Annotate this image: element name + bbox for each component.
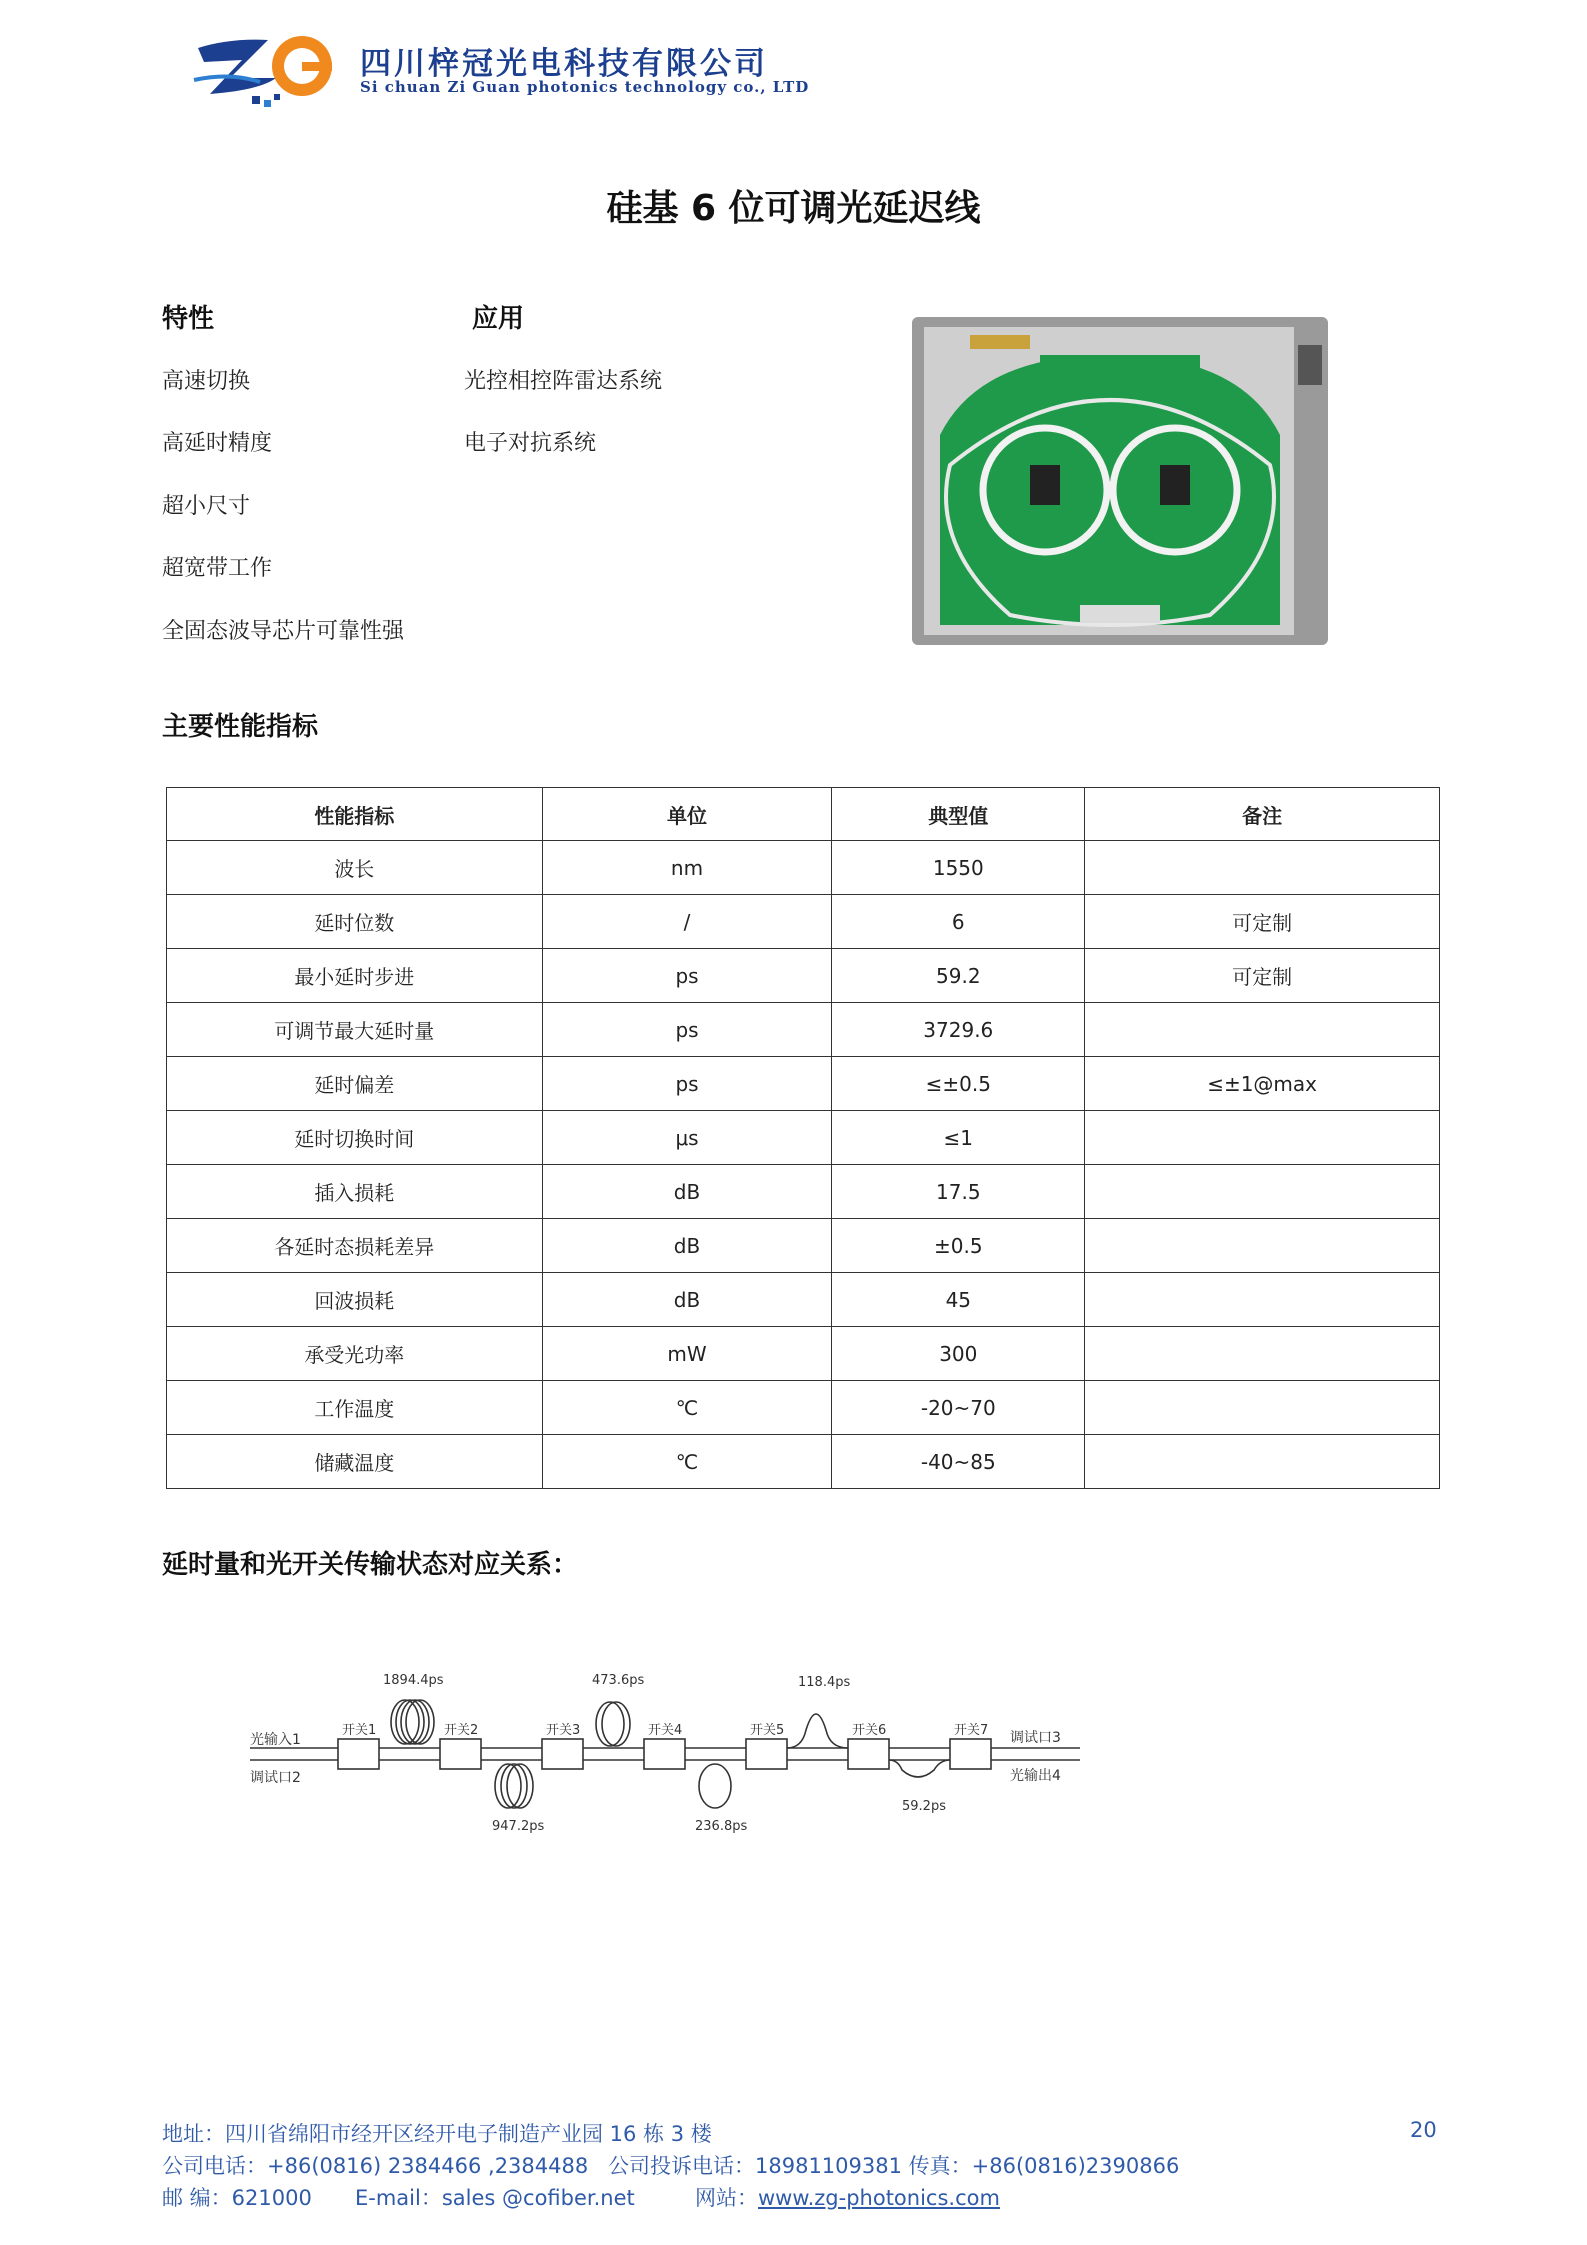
spec-unit: ps <box>542 1003 832 1057</box>
spec-note <box>1085 1003 1440 1057</box>
output-port-label: 光输出4 <box>1010 1768 1061 1784</box>
feature-item: 超宽带工作 <box>162 556 273 581</box>
spec-note <box>1085 1327 1440 1381</box>
delay-label: 473.6ps <box>592 1673 645 1688</box>
application-item: 电子对抗系统 <box>464 431 597 456</box>
table-row <box>167 949 1440 1003</box>
spec-value: ±0.5 <box>832 1219 1085 1273</box>
spec-note <box>1085 1273 1440 1327</box>
spec-parameter: 波长 <box>167 841 543 895</box>
spec-parameter: 承受光功率 <box>167 1327 543 1381</box>
column-header: 单位 <box>542 788 832 841</box>
switch-label: 开关3 <box>546 1723 581 1738</box>
spec-note <box>1085 1165 1440 1219</box>
spec-unit: / <box>542 895 832 949</box>
spec-value: 45 <box>832 1273 1085 1327</box>
spec-value: 3729.6 <box>832 1003 1085 1057</box>
spec-parameter: 各延时态损耗差异 <box>167 1219 543 1273</box>
delay-line-diagram <box>250 1660 1090 1840</box>
debug-port-3-label: 调试口3 <box>1010 1730 1061 1746</box>
spec-parameter: 储藏温度 <box>167 1435 543 1489</box>
spec-note <box>1085 841 1440 895</box>
spec-unit: dB <box>542 1219 832 1273</box>
spec-unit: μs <box>542 1111 832 1165</box>
spec-value: ≤1 <box>832 1111 1085 1165</box>
feature-item: 高速切换 <box>162 369 251 394</box>
switch-label: 开关6 <box>852 1723 887 1738</box>
footer-website <box>695 2182 1000 2212</box>
website-label: 网站： <box>695 2186 758 2210</box>
features-heading: 特性 <box>162 304 215 334</box>
spec-unit: ps <box>542 1057 832 1111</box>
company-name-en: Si chuan Zi Guan photonics technology co., LTD <box>360 78 810 96</box>
spec-unit: dB <box>542 1273 832 1327</box>
spec-parameter: 工作温度 <box>167 1381 543 1435</box>
website-link[interactable]: www.zg-photonics.com <box>758 2186 1000 2210</box>
column-header: 典型值 <box>832 788 1085 841</box>
spec-note <box>1085 1381 1440 1435</box>
table-row <box>167 1381 1440 1435</box>
company-name-cn: 四川梓冠光电科技有限公司 <box>360 46 768 82</box>
feature-item: 全固态波导芯片可靠性强 <box>162 619 405 644</box>
spec-note: ≤±1@max <box>1085 1057 1440 1111</box>
switch-label: 开关2 <box>444 1723 479 1738</box>
spec-value: 59.2 <box>832 949 1085 1003</box>
column-header: 备注 <box>1085 788 1440 841</box>
footer-address: 地址：四川省绵阳市经开区经开电子制造产业园 16 栋 3 楼 <box>162 2122 712 2146</box>
spec-parameter: 可调节最大延时量 <box>167 1003 543 1057</box>
spec-value: 1550 <box>832 841 1085 895</box>
spec-value: 6 <box>832 895 1085 949</box>
switch-label: 开关4 <box>648 1723 683 1738</box>
table-header-row <box>167 788 1440 841</box>
spec-table <box>166 787 1440 1489</box>
spec-unit: nm <box>542 841 832 895</box>
delay-label: 947.2ps <box>492 1819 545 1834</box>
product-photo <box>910 315 1330 647</box>
spec-unit: dB <box>542 1165 832 1219</box>
debug-port-2-label: 调试口2 <box>250 1770 301 1786</box>
spec-heading: 主要性能指标 <box>162 712 319 742</box>
spec-parameter: 回波损耗 <box>167 1273 543 1327</box>
input-port-label: 光输入1 <box>250 1732 301 1748</box>
spec-note <box>1085 1435 1440 1489</box>
delay-label: 236.8ps <box>695 1819 748 1834</box>
spec-value: 17.5 <box>832 1165 1085 1219</box>
delay-label: 1894.4ps <box>383 1673 444 1688</box>
footer-phone: 公司电话：+86(0816) 2384466 ,2384488 <box>162 2154 589 2178</box>
table-row <box>167 841 1440 895</box>
footer-complaint-fax: 公司投诉电话：18981109381 传真：+86(0816)2390866 <box>608 2154 1180 2178</box>
spec-unit: mW <box>542 1327 832 1381</box>
footer-email: E-mail：sales @cofiber.net <box>355 2186 635 2210</box>
table-row <box>167 1219 1440 1273</box>
spec-parameter: 延时偏差 <box>167 1057 543 1111</box>
switch-label: 开关5 <box>750 1723 785 1738</box>
delay-label: 118.4ps <box>798 1675 851 1690</box>
spec-note: 可定制 <box>1085 949 1440 1003</box>
table-row <box>167 1273 1440 1327</box>
spec-parameter: 延时位数 <box>167 895 543 949</box>
switch-label: 开关1 <box>342 1723 377 1738</box>
spec-note <box>1085 1219 1440 1273</box>
spec-note <box>1085 1111 1440 1165</box>
spec-parameter: 最小延时步进 <box>167 949 543 1003</box>
spec-unit: ℃ <box>542 1435 832 1489</box>
table-row <box>167 1057 1440 1111</box>
zg-logo <box>190 20 350 110</box>
table-row <box>167 1111 1440 1165</box>
spec-unit: ℃ <box>542 1381 832 1435</box>
column-header: 性能指标 <box>167 788 543 841</box>
delay-label: 59.2ps <box>902 1799 946 1814</box>
table-row <box>167 1435 1440 1489</box>
spec-parameter: 延时切换时间 <box>167 1111 543 1165</box>
spec-value: 300 <box>832 1327 1085 1381</box>
spec-unit: ps <box>542 949 832 1003</box>
spec-value: -20~70 <box>832 1381 1085 1435</box>
table-row <box>167 1003 1440 1057</box>
document-title: 硅基 6 位可调光延迟线 <box>606 188 981 229</box>
table-row <box>167 1165 1440 1219</box>
spec-note: 可定制 <box>1085 895 1440 949</box>
feature-item: 超小尺寸 <box>162 494 251 519</box>
table-row <box>167 895 1440 949</box>
relation-heading: 延时量和光开关传输状态对应关系： <box>162 1550 579 1580</box>
table-row <box>167 1327 1440 1381</box>
spec-value: -40~85 <box>832 1435 1085 1489</box>
application-item: 光控相控阵雷达系统 <box>464 369 663 394</box>
feature-item: 高延时精度 <box>162 431 273 456</box>
switch-label: 开关7 <box>954 1723 989 1738</box>
footer-postcode: 邮 编：621000 <box>162 2186 312 2210</box>
spec-value: ≤±0.5 <box>832 1057 1085 1111</box>
spec-parameter: 插入损耗 <box>167 1165 543 1219</box>
applications-heading: 应用 <box>472 304 525 334</box>
page-number: 20 <box>1410 2118 1437 2142</box>
